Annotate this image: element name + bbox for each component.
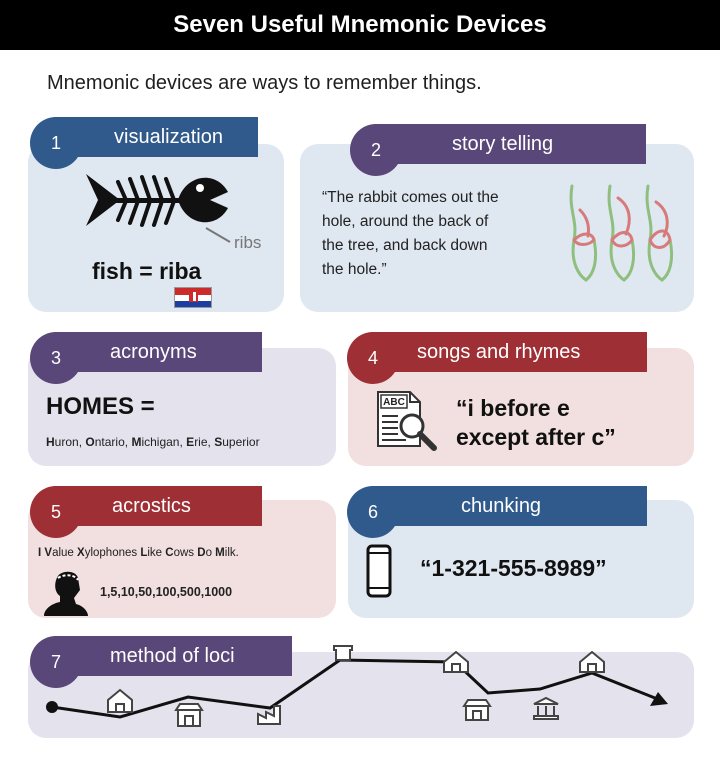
card-label: acronyms [110,340,197,363]
list-item: Cows [165,547,195,559]
shop-icon [464,700,490,720]
list-item: Superior [214,435,260,449]
number-badge: 5 [30,486,82,538]
svg-text:ABC: ABC [383,397,405,408]
ribs-label: ribs [234,233,262,252]
number-badge: 6 [347,486,399,538]
roman-numerals: 1,5,10,50,100,500,1000 [100,585,233,599]
number-badge: 4 [347,332,399,384]
list-item: Do [197,547,212,559]
card-label: method of loci [110,644,235,667]
list-item: Michigan, [131,435,183,449]
page-title: Seven Useful Mnemonic Devices [173,11,547,38]
story-text: “The rabbit comes out the hole, around the back of the tree, and back down the hole.” [322,189,499,278]
bank-icon [534,698,558,719]
list-item: I [38,547,42,559]
list-item: Value [44,547,74,559]
shop-icon [176,704,202,726]
list-item: Ontario, [85,435,129,449]
list-item: Milk. [215,547,239,559]
number-badge: 1 [30,117,82,169]
rhyme-text: “i before e except after c” [456,395,616,450]
house-icon [108,690,132,712]
list-item: Like [140,547,163,559]
number-badge: 3 [30,332,82,384]
list-item: Xylophones [77,547,138,559]
card-label: songs and rhymes [417,340,581,363]
card-label: acrostics [112,494,191,517]
card-label: chunking [461,494,542,517]
card-label: story telling [452,132,554,155]
house-icon [580,652,604,672]
card-label: visualization [114,125,223,148]
tower-icon [334,646,352,660]
phone-number: “1-321-555-8989” [420,555,607,581]
number-badge: 2 [350,124,402,176]
acronym-heading: HOMES = [46,393,155,420]
fish-equation: fish = riba [92,258,202,284]
house-icon [444,652,468,672]
number-badge: 7 [30,636,82,688]
page-subtitle: Mnemonic devices are ways to remember things. [47,72,482,94]
list-item: Erie, [186,435,211,449]
list-item: Huron, [46,435,83,449]
